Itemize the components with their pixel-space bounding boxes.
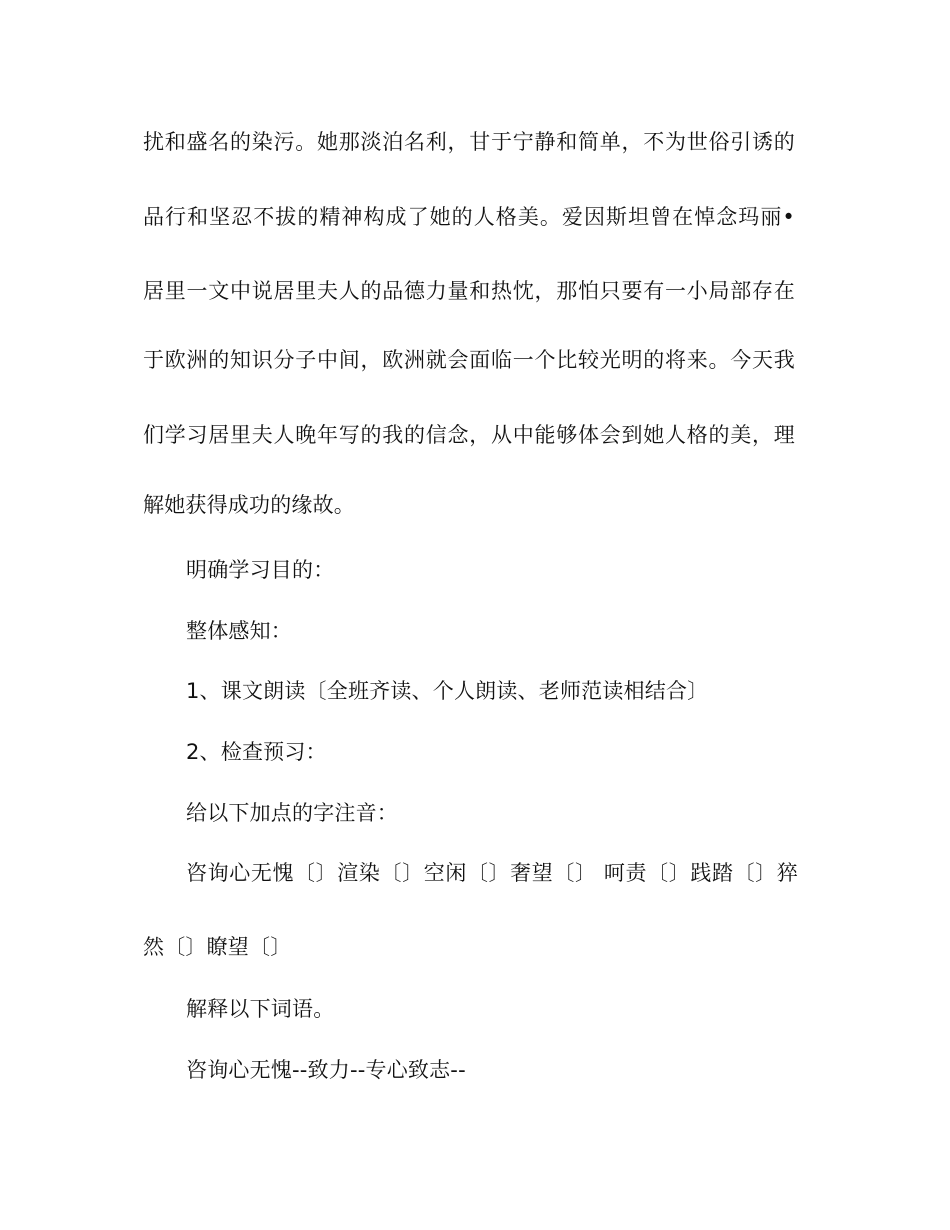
item-1-text-reading: 1、课文朗读〔全班齐读、个人朗读、老师范读相结合〕 xyxy=(186,679,709,703)
paragraph-line-4: 于欧洲的知识分子中间，欧洲就会面临一个比较光明的将来。今天我 xyxy=(143,348,795,372)
paragraph-line-2: 品行和坚忍不拔的精神构成了她的人格美。爱因斯坦曾在悼念玛丽• xyxy=(143,205,795,229)
paragraph-line-6: 解她获得成功的缘故。 xyxy=(143,493,355,517)
overall-perception-heading: 整体感知： xyxy=(186,619,292,643)
phonetic-prompt: 给以下加点的字注音： xyxy=(186,801,398,825)
item-2-check-preview: 2、检查预习： xyxy=(186,740,327,764)
paragraph-line-5: 们学习居里夫人晚年写的我的信念，从中能够体会到她人格的美，理 xyxy=(143,423,795,447)
explain-prompt: 解释以下词语。 xyxy=(186,997,335,1021)
learning-goal-heading: 明确学习目的： xyxy=(186,558,335,582)
phonetic-words-line-1: 咨询心无愧〔〕渲染〔〕空闲〔〕奢望〔〕 呵责〔〕践踏〔〕猝 xyxy=(186,861,798,885)
explain-words: 咨询心无愧--致力--专心致志-- xyxy=(186,1058,466,1082)
paragraph-line-3: 居里一文中说居里夫人的品德力量和热忱，那怕只要有一小局部存在 xyxy=(143,279,795,303)
paragraph-line-1: 扰和盛名的染污。她那淡泊名利，甘于宁静和简单，不为世俗引诱的 xyxy=(143,130,795,154)
phonetic-words-line-2: 然〔〕瞭望〔〕 xyxy=(143,935,292,959)
